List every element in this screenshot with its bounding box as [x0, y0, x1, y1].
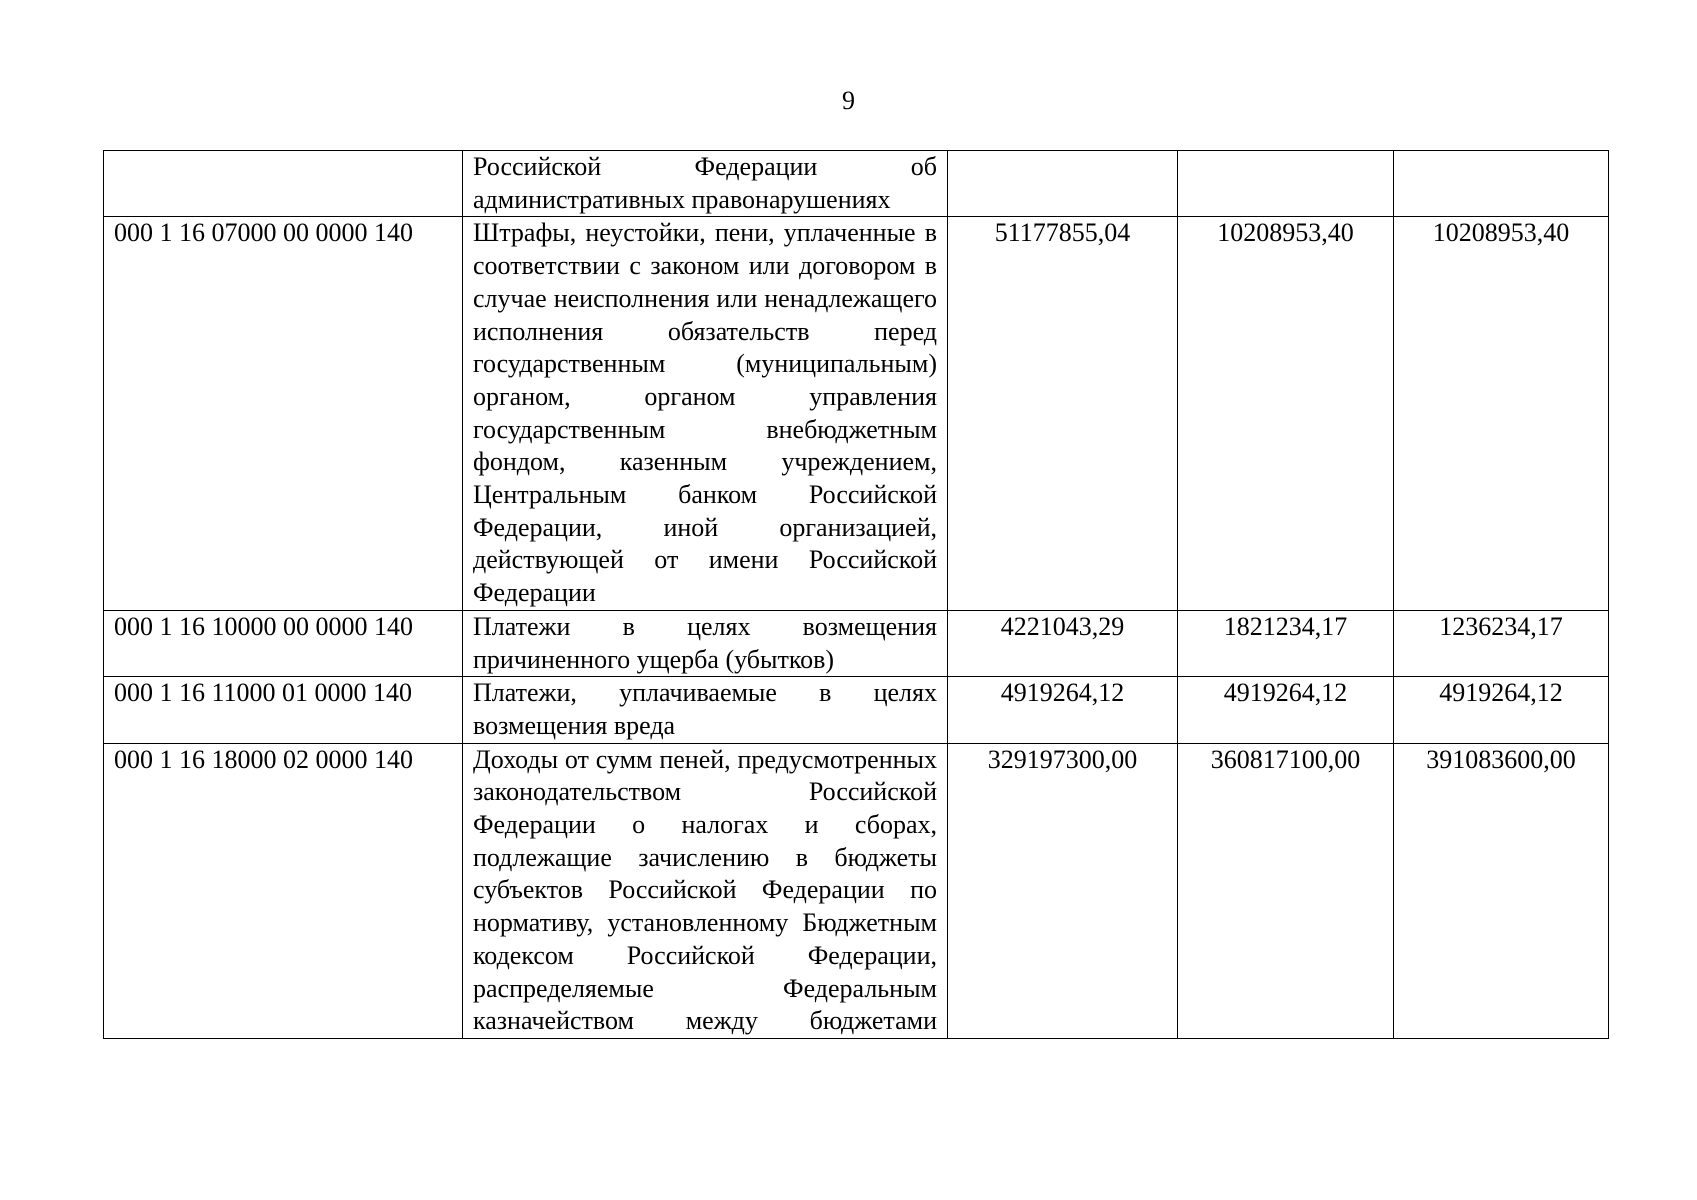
revenue-name-cell: Штрафы, неустойки, пени, уплаченные в соответствии с законом или договором в случае неисполнения или ненадлежащего исполнения обязательств перед государственным (муниципальным) органом, органом управления государственным внебюджетным фондом, казенным учреждением, Центральным банком Российской Федерации, иной организацией, действующей от имени Российской Федерации [463, 217, 948, 610]
revenue-name-cell: Российской Федерации об административных правонарушениях [463, 151, 948, 217]
table-row [104, 151, 1609, 217]
revenue-code-cell: 000 1 16 07000 00 0000 140 [104, 217, 463, 610]
amount-year-1-cell: 329197300,00 [948, 743, 1178, 1038]
revenue-code-cell: 000 1 16 11000 01 0000 140 [104, 677, 463, 743]
amount-year-1-cell: 4919264,12 [948, 677, 1178, 743]
table-row [104, 217, 1609, 610]
revenue-code-cell: 000 1 16 18000 02 0000 140 [104, 743, 463, 1038]
table-row [104, 610, 1609, 676]
revenue-name-cell: Доходы от сумм пеней, предусмотренных законодательством Российской Федерации о налогах и сборах, подлежащие зачислению в бюджеты субъектов Российской Федерации по нормативу, установленному Бюджетным кодексом Российской Федерации, распределяемые Федеральным казначейством между бюджетами [463, 743, 948, 1038]
amount-year-1-cell: 51177855,04 [948, 217, 1178, 610]
amount-year-2-cell [1178, 151, 1394, 217]
table-row [104, 743, 1609, 1038]
revenue-name-cell: Платежи в целях возмещения причиненного ущерба (убытков) [463, 610, 948, 676]
page-number: 9 [842, 86, 855, 115]
amount-year-2-cell: 10208953,40 [1178, 217, 1394, 610]
amount-year-1-cell [948, 151, 1178, 217]
amount-year-3-cell [1394, 151, 1609, 217]
table-row [104, 677, 1609, 743]
amount-year-2-cell: 1821234,17 [1178, 610, 1394, 676]
amount-year-2-cell: 360817100,00 [1178, 743, 1394, 1038]
budget-revenue-table [103, 150, 1609, 1039]
amount-year-2-cell: 4919264,12 [1178, 677, 1394, 743]
amount-year-3-cell: 391083600,00 [1394, 743, 1609, 1038]
revenue-code-cell: 000 1 16 10000 00 0000 140 [104, 610, 463, 676]
amount-year-3-cell: 1236234,17 [1394, 610, 1609, 676]
revenue-name-cell: Платежи, уплачиваемые в целях возмещения вреда [463, 677, 948, 743]
amount-year-3-cell: 4919264,12 [1394, 677, 1609, 743]
amount-year-3-cell: 10208953,40 [1394, 217, 1609, 610]
revenue-code-cell [104, 151, 463, 217]
amount-year-1-cell: 4221043,29 [948, 610, 1178, 676]
